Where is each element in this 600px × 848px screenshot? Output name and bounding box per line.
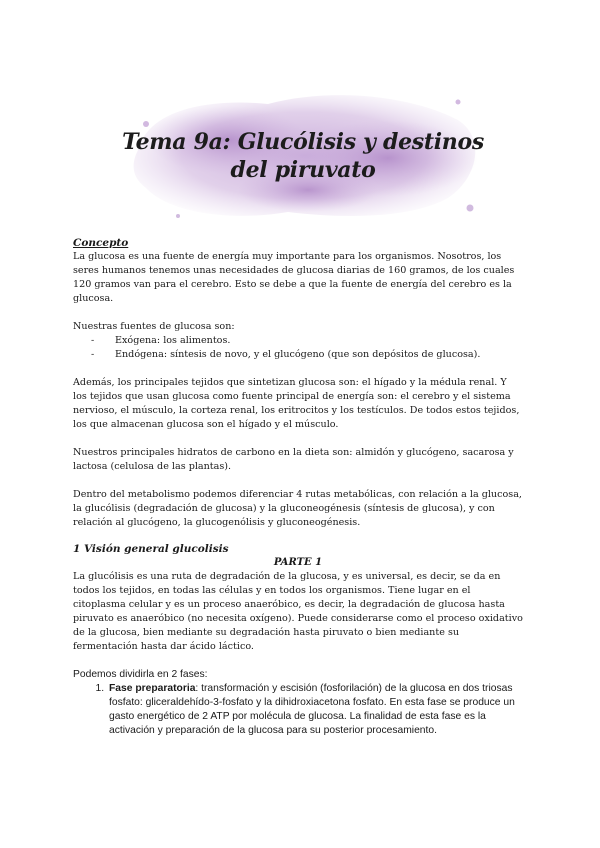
section-1-heading: 1 Visión general glucolisis <box>73 543 229 555</box>
list-item <box>107 682 523 738</box>
spacer <box>73 432 523 446</box>
spacer <box>73 654 523 668</box>
fases-list <box>73 682 523 738</box>
spacer <box>73 530 523 542</box>
list-item: - Exógena: los alimentos. <box>91 334 523 348</box>
spacer <box>73 306 523 320</box>
fase-name: Fase preparatoria <box>109 683 196 694</box>
spacer <box>73 474 523 488</box>
fase-text: : transformación y escisión (fosforilación) de la glucosa en dos triosas fosfato: gliceraldehído-3-fosfato y la dihidroxiacetona fosfato. En esta fase se produce un gasto energético de 2 ATP por molécula de glucosa. La finalidad de esta fase es la activación y preparación de la glucosa para su posterior procesamiento. <box>109 683 515 736</box>
fuentes-intro: Nuestras fuentes de glucosa son: <box>73 321 235 332</box>
concepto-paragraph-3: Nuestros principales hidratos de carbono en la dieta son: almidón y glucógeno, sacarosa y lactosa (celulosa de las plantas). <box>73 447 514 472</box>
list-item: - Endógena: síntesis de novo, y el glucógeno (que son depósitos de glucosa). <box>91 348 523 362</box>
title-line-2: del piruvato <box>230 157 376 183</box>
concepto-paragraph-4: Dentro del metabolismo podemos diferenciar 4 rutas metabólicas, con relación a la glucosa, la glucólisis (degradación de glucosa) y la gluconeogénesis (síntesis de glucosa), y con relación al glucógeno, la glucogenólisis y gluconeogénesis. <box>73 489 522 528</box>
parte-label: PARTE 1 <box>273 557 323 568</box>
spacer <box>73 362 523 376</box>
fases-intro: Podemos dividirla en 2 fases: <box>73 669 208 680</box>
fuentes-list <box>73 334 523 362</box>
concepto-heading: Concepto <box>73 237 129 249</box>
title-line-1: Tema 9a: Glucólisis y destinos <box>122 129 484 155</box>
concepto-paragraph-1: La glucosa es una fuente de energía muy importante para los organismos. Nosotros, los seres humanos tenemos unas necesidades de glucosa diarias de 160 gramos, de los cuales 120 gramos van para el cerebro. Esto se debe a que la fuente de energía del cerebro es la glucosa. <box>73 251 515 304</box>
page-title <box>118 128 488 184</box>
section-1-paragraph-1: La glucólisis es una ruta de degradación de la glucosa, y es universal, es decir, se da en todos los tejidos, en todas las células y en todos los organismos. Tiene lugar en el citoplasma celular y es un proceso anaeróbico, es decir, la degradación de glucosa hasta piruvato es anaeróbico (no necesita oxígeno). Puede considerarse como el proceso oxidativo de la glucosa, bien mediante su degradación hasta piruvato o bien mediante su fermentación hasta dar ácido láctico. <box>73 571 523 652</box>
concepto-paragraph-2: Además, los principales tejidos que sintetizan glucosa son: el hígado y la médula renal. Y los tejidos que usan glucosa como fuente principal de energía son: el cerebro y el sistema nervioso, el músculo, la corteza renal, los eritrocitos y los testículos. De todos estos tejidos, los que almacenan glucosa son el hígado y el músculo. <box>73 377 520 430</box>
document-body <box>73 236 523 738</box>
